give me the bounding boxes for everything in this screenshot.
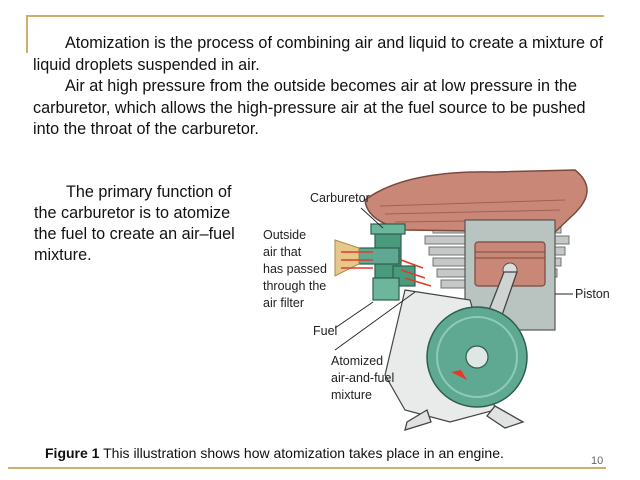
intro-text	[33, 33, 611, 141]
bottom-rule	[8, 467, 606, 469]
page-number: 10	[591, 455, 604, 467]
label-outside-air: Outside air that has passed through the air filter	[263, 228, 327, 310]
label-fuel: Fuel	[313, 324, 338, 338]
engine-illustration	[255, 160, 630, 440]
figure-caption	[45, 445, 504, 461]
intro-paragraph-2: Air at high pressure from the outside becomes air at low pressure in the carburetor, which allows the high-pressure air at the fuel source to be pushed into the throat of the carburetor.	[33, 77, 586, 138]
air-intake	[335, 240, 359, 276]
side-paragraph: The primary function of the carburetor is to atomize the fuel to create an air–fuel mixture.	[34, 183, 235, 264]
label-carburetor: Carburetor	[310, 191, 370, 205]
caption-prefix: Figure 1	[45, 445, 100, 461]
caption-text: This illustration shows how atomization takes place in an engine.	[99, 445, 504, 461]
left-rule	[26, 15, 28, 53]
label-atomized-mixture: Atomized air-and-fuel mixture	[331, 354, 395, 402]
top-rule	[26, 15, 604, 17]
side-text	[34, 182, 244, 266]
label-piston: Piston	[575, 287, 610, 301]
intro-paragraph-1: Atomization is the process of combining air and liquid to create a mixture of liquid droplets suspended in air.	[33, 34, 604, 74]
